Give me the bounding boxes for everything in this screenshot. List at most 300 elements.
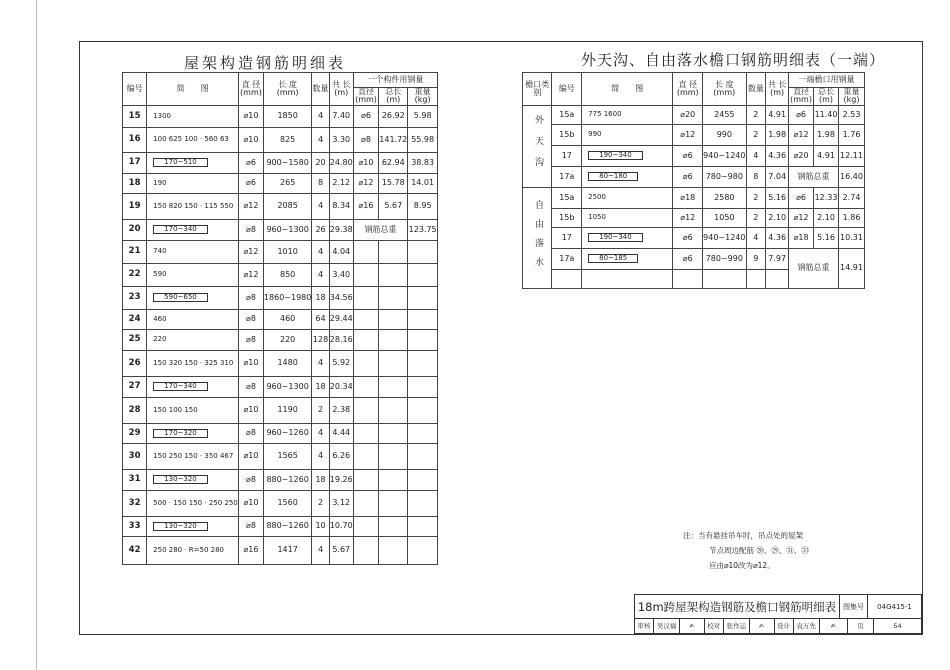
- t1-sketch: 190: [147, 173, 239, 193]
- t1-row: [123, 219, 438, 240]
- t2-dia: ⌀6: [673, 145, 703, 166]
- t1-dia: ⌀10: [239, 397, 264, 423]
- t2-qty: 2: [746, 187, 766, 208]
- t2-mwt: 12.11: [839, 145, 865, 166]
- t1-total: 29.38: [329, 219, 353, 240]
- t1-dia: ⌀12: [239, 193, 264, 219]
- note-line2: 节点周边配筋 ⑳、㉙、㉛、㉝: [709, 546, 809, 555]
- t1-no: 33: [123, 516, 147, 536]
- t1-sketch: 1300: [147, 105, 239, 127]
- t1-no: 30: [123, 443, 147, 469]
- t2-no: 17: [552, 145, 582, 166]
- t1-m-len: [379, 376, 408, 397]
- t1-len: 850: [263, 263, 311, 286]
- t1-row: [123, 127, 438, 152]
- t2-qty: 9: [746, 248, 766, 269]
- t1-qty: 20: [312, 152, 329, 173]
- t1-dia: ⌀8: [239, 329, 264, 350]
- t1-m-wt: 38.83: [408, 152, 438, 173]
- t1-qty: 10: [312, 516, 329, 536]
- t1-total: 6.26: [329, 443, 353, 469]
- t1-m-dia: [353, 376, 379, 397]
- note: [683, 528, 843, 573]
- t1-no: 20: [123, 219, 147, 240]
- t2-no: 15a: [552, 187, 582, 208]
- t1-no: 26: [123, 350, 147, 376]
- t1-m-dia: [353, 443, 379, 469]
- t2-qty: 2: [746, 105, 766, 124]
- t2-mlen: 2.10: [814, 208, 839, 227]
- t2-total: 7.04: [766, 166, 789, 187]
- t1-m-len: [379, 240, 408, 263]
- check-label: 校对: [705, 619, 724, 634]
- t1-row: [123, 516, 438, 536]
- t2-sketch: 190~340: [582, 145, 673, 166]
- t1-m-dia: ⌀12: [353, 173, 379, 193]
- t1-qty: 64: [312, 309, 329, 329]
- t1-m-wt: [408, 286, 438, 309]
- t1-sketch: 170~340: [147, 376, 239, 397]
- t2-len: 2455: [703, 105, 746, 124]
- t2-total: 4.36: [766, 145, 789, 166]
- t1-row: [123, 152, 438, 173]
- title-block-title: 18m跨屋架构造钢筋及檐口钢筋明细表: [635, 595, 840, 619]
- t1-len: 1480: [263, 350, 311, 376]
- atlas-no: 04G415-1: [868, 595, 921, 619]
- t1-qty: 2: [312, 397, 329, 423]
- t1-m-dia: [353, 490, 379, 516]
- t1-m-dia: 钢筋总重: [353, 219, 408, 240]
- t2-mlen: 1.98: [814, 124, 839, 145]
- t2-len: 2580: [703, 187, 746, 208]
- t1-qty: 4: [312, 127, 329, 152]
- t1-m-wt: [408, 469, 438, 490]
- t2-sketch: 190~340: [582, 227, 673, 248]
- t1-sketch: 220: [147, 329, 239, 350]
- t2-len: 780~990: [703, 248, 746, 269]
- t1-row: [123, 423, 438, 443]
- table1-title: 屋架构造钢筋明细表: [183, 54, 346, 72]
- t1-row: [123, 173, 438, 193]
- t1-len: 825: [263, 127, 311, 152]
- t1-m-wt: [408, 350, 438, 376]
- t2-h-mlen: 总长 (m): [814, 88, 839, 106]
- t2-h-mwt: 重量 (kg): [839, 88, 865, 106]
- t1-qty: 26: [312, 219, 329, 240]
- t1-dia: ⌀12: [239, 263, 264, 286]
- t1-m-dia: [353, 286, 379, 309]
- t1-sketch: 250 280 · R=50 280: [147, 536, 239, 564]
- t2-mlen: 5.16: [814, 227, 839, 248]
- note-line3: 应由⌀10改为⌀12。: [709, 561, 775, 570]
- t2-sketch: 80~180: [582, 166, 673, 187]
- t1-row: [123, 536, 438, 564]
- t1-row: [123, 469, 438, 490]
- t2-total: 4.91: [766, 105, 789, 124]
- design-sign: ✍: [820, 619, 848, 634]
- t1-total: 28.16: [329, 329, 353, 350]
- t1-m-len: [379, 536, 408, 564]
- t2-dia: ⌀12: [673, 208, 703, 227]
- t1-h-len: 长 度 (mm): [263, 73, 311, 106]
- t1-dia: ⌀8: [239, 309, 264, 329]
- t1-dia: ⌀8: [239, 376, 264, 397]
- t1-m-len: [379, 469, 408, 490]
- t1-qty: 4: [312, 263, 329, 286]
- t1-qty: 18: [312, 286, 329, 309]
- t1-m-wt: [408, 263, 438, 286]
- t1-sketch: 130~320: [147, 516, 239, 536]
- t1-h-mwt: 重量 (kg): [408, 88, 438, 106]
- t2-dia: ⌀6: [673, 166, 703, 187]
- table2-title: 外天沟、自由落水檐口钢筋明细表（一端）: [580, 51, 885, 69]
- t2-dia: ⌀6: [673, 248, 703, 269]
- reviewer: 吴汉福: [654, 619, 680, 634]
- t2-qty: 8: [746, 166, 766, 187]
- t2-mwt: 1.86: [839, 208, 865, 227]
- t2-h-qty: 数量: [746, 73, 766, 106]
- t1-h-qty: 数量: [312, 73, 329, 106]
- t2-h-dia: 直 径 (mm): [673, 73, 703, 106]
- t2-no: 15b: [552, 124, 582, 145]
- design-label: 设计: [775, 619, 794, 634]
- t2-mdia: ⌀6: [789, 187, 814, 208]
- t2-empty-cell: [582, 269, 673, 288]
- t1-m-wt: [408, 490, 438, 516]
- t1-total: 24.80: [329, 152, 353, 173]
- t1-m-len: [379, 350, 408, 376]
- t2-total: 4.36: [766, 227, 789, 248]
- t2-group1: 外天沟: [523, 105, 552, 187]
- t2-sketch: 1050: [582, 208, 673, 227]
- t1-row: [123, 350, 438, 376]
- t1-total: 2.38: [329, 397, 353, 423]
- t1-len: 2085: [263, 193, 311, 219]
- t1-m-len: [379, 423, 408, 443]
- t2-total: 1.98: [766, 124, 789, 145]
- t1-m-dia: [353, 329, 379, 350]
- t1-row: [123, 263, 438, 286]
- t1-m-wt: 14.01: [408, 173, 438, 193]
- t1-len: 1560: [263, 490, 311, 516]
- t1-total: 8.34: [329, 193, 353, 219]
- t2-qty: 4: [746, 227, 766, 248]
- t2-mdia: ⌀6: [789, 105, 814, 124]
- t2-no: 15b: [552, 208, 582, 227]
- t1-m-wt: [408, 536, 438, 564]
- t1-dia: ⌀10: [239, 490, 264, 516]
- t1-m-wt: [408, 443, 438, 469]
- t1-m-dia: [353, 397, 379, 423]
- t1-qty: 18: [312, 469, 329, 490]
- t2-mlen: 4.91: [814, 145, 839, 166]
- t1-m-wt: [408, 516, 438, 536]
- t1-no: 25: [123, 329, 147, 350]
- t1-sketch: 590: [147, 263, 239, 286]
- t2-mdia: ⌀20: [789, 145, 814, 166]
- checker: 张作运: [724, 619, 750, 634]
- t1-sketch: 170~340: [147, 219, 239, 240]
- t1-m-dia: [353, 263, 379, 286]
- t1-dia: ⌀10: [239, 443, 264, 469]
- t2-mwt: 1.76: [839, 124, 865, 145]
- t2-no: 15a: [552, 105, 582, 124]
- t1-sketch: 100 625 100 · 560 63: [147, 127, 239, 152]
- t2-len: 1050: [703, 208, 746, 227]
- t1-dia: ⌀16: [239, 536, 264, 564]
- t2-total: 7.97: [766, 248, 789, 269]
- page-no: 54: [893, 622, 902, 630]
- t1-row: [123, 376, 438, 397]
- t1-len: 960~1260: [263, 423, 311, 443]
- t1-total: 34.56: [329, 286, 353, 309]
- t2-h-no: 编号: [552, 73, 582, 106]
- t1-total: 20.34: [329, 376, 353, 397]
- t1-no: 22: [123, 263, 147, 286]
- t1-len: 1190: [263, 397, 311, 423]
- t1-no: 31: [123, 469, 147, 490]
- t1-total: 4.04: [329, 240, 353, 263]
- t2-mdia: ⌀12: [789, 124, 814, 145]
- t2-no: 17a: [552, 248, 582, 269]
- t1-m-len: [379, 516, 408, 536]
- t1-m-len: [379, 490, 408, 516]
- t1-m-dia: [353, 516, 379, 536]
- t2-h-type: 檐口类别: [523, 73, 552, 106]
- t1-total: 7.40: [329, 105, 353, 127]
- review-sign: ✍: [680, 619, 704, 634]
- t2-mwt: 2.74: [839, 187, 865, 208]
- t2-qty: 2: [746, 208, 766, 227]
- t1-sketch: 740: [147, 240, 239, 263]
- designer: 袁万先: [794, 619, 820, 634]
- t1-m-len: 15.78: [379, 173, 408, 193]
- t1-no: 24: [123, 309, 147, 329]
- check-sign: ✍: [750, 619, 774, 634]
- t2-total2-label: 钢筋总重: [789, 248, 839, 288]
- t1-m-wt: [408, 376, 438, 397]
- t1-sketch: 170~510: [147, 152, 239, 173]
- t1-no: 42: [123, 536, 147, 564]
- t1-row: [123, 309, 438, 329]
- t1-m-wt: 5.98: [408, 105, 438, 127]
- t1-qty: 4: [312, 105, 329, 127]
- atlas-label: 图集号: [840, 595, 868, 619]
- t1-total: 5.92: [329, 350, 353, 376]
- t2-total1-label: 钢筋总重: [789, 166, 839, 187]
- t2-len: 990: [703, 124, 746, 145]
- t1-dia: ⌀8: [239, 423, 264, 443]
- t2-h-member: 一端檐口用钢量: [789, 73, 865, 88]
- t1-no: 32: [123, 490, 147, 516]
- t1-m-len: [379, 309, 408, 329]
- t1-dia: ⌀10: [239, 127, 264, 152]
- t2-sketch: 990: [582, 124, 673, 145]
- t1-len: 960~1300: [263, 376, 311, 397]
- t1-total: 2.12: [329, 173, 353, 193]
- t2-mlen: 12.33: [814, 187, 839, 208]
- t1-sketch: 500 · 150 150 · 250 250: [147, 490, 239, 516]
- t1-sketch: 590~650: [147, 286, 239, 309]
- t1-sketch: 150 100 150: [147, 397, 239, 423]
- t2-mdia: ⌀18: [789, 227, 814, 248]
- review-label: 审核: [635, 619, 654, 634]
- t2-total1: 16.40: [839, 166, 865, 187]
- t1-sketch: 150 820 150 · 115 550: [147, 193, 239, 219]
- t1-qty: 2: [312, 490, 329, 516]
- t2-h-total: 共 长 (m): [766, 73, 789, 106]
- t2-mlen: 11.40: [814, 105, 839, 124]
- t1-h-member: 一个构件用钢量: [353, 73, 437, 88]
- t1-m-dia: [353, 350, 379, 376]
- t2-empty-cell: [673, 269, 703, 288]
- t1-qty: 18: [312, 376, 329, 397]
- t2-qty: 4: [746, 145, 766, 166]
- t1-len: 880~1260: [263, 469, 311, 490]
- t1-total: 10.70: [329, 516, 353, 536]
- t2-total: 5.16: [766, 187, 789, 208]
- t1-len: 1850: [263, 105, 311, 127]
- t1-m-dia: ⌀8: [353, 127, 379, 152]
- t1-m-wt: [408, 397, 438, 423]
- table2: [522, 72, 865, 289]
- t1-no: 27: [123, 376, 147, 397]
- t1-no: 15: [123, 105, 147, 127]
- t1-no: 19: [123, 193, 147, 219]
- t1-qty: 4: [312, 536, 329, 564]
- t2-dia: ⌀12: [673, 124, 703, 145]
- t1-qty: 4: [312, 240, 329, 263]
- t2-dia: ⌀20: [673, 105, 703, 124]
- t1-no: 21: [123, 240, 147, 263]
- t1-m-dia: [353, 423, 379, 443]
- t2-sketch: 2500: [582, 187, 673, 208]
- t1-m-dia: ⌀6: [353, 105, 379, 127]
- t1-sketch: 150 320 150 · 325 310: [147, 350, 239, 376]
- t1-qty: 8: [312, 173, 329, 193]
- t2-no: 17a: [552, 166, 582, 187]
- t2-no: 17: [552, 227, 582, 248]
- t1-sketch: 460: [147, 309, 239, 329]
- t1-dia: ⌀8: [239, 286, 264, 309]
- table1: [122, 72, 438, 565]
- t1-m-dia: ⌀16: [353, 193, 379, 219]
- t2-mwt: 10.31: [839, 227, 865, 248]
- t2-qty: 2: [746, 124, 766, 145]
- t1-m-len: [379, 329, 408, 350]
- t2-total2: 14.91: [839, 248, 865, 288]
- t1-len: 1010: [263, 240, 311, 263]
- t1-len: 460: [263, 309, 311, 329]
- t1-m-dia: [353, 309, 379, 329]
- t1-m-len: [379, 397, 408, 423]
- t2-dia: ⌀18: [673, 187, 703, 208]
- t1-len: 880~1260: [263, 516, 311, 536]
- t1-total: 19.26: [329, 469, 353, 490]
- t1-len: 1860~1980: [263, 286, 311, 309]
- t1-dia: ⌀8: [239, 219, 264, 240]
- t1-no: 16: [123, 127, 147, 152]
- t1-len: 265: [263, 173, 311, 193]
- t1-m-len: 141.72: [379, 127, 408, 152]
- t1-total: 3.12: [329, 490, 353, 516]
- t1-row: [123, 105, 438, 127]
- t1-sketch: 130~320: [147, 469, 239, 490]
- t1-row: [123, 443, 438, 469]
- binding-line: [36, 0, 37, 670]
- t1-qty: 128: [312, 329, 329, 350]
- t1-len: 960~1300: [263, 219, 311, 240]
- t1-h-mdia: 直径 (mm): [355, 87, 377, 105]
- t1-dia: ⌀12: [239, 240, 264, 263]
- t1-total: 3.40: [329, 263, 353, 286]
- t1-qty: 4: [312, 193, 329, 219]
- t2-empty-cell: [766, 269, 789, 288]
- t1-total: 3.30: [329, 127, 353, 152]
- t1-h-no: 编号: [123, 73, 147, 106]
- t1-m-wt: 55.98: [408, 127, 438, 152]
- t1-no: 28: [123, 397, 147, 423]
- t1-row: [123, 490, 438, 516]
- t1-len: 900~1580: [263, 152, 311, 173]
- title-block: [634, 594, 922, 634]
- t1-qty: 4: [312, 423, 329, 443]
- t2-group2: 自由落水: [523, 187, 552, 288]
- t2-total: 2.10: [766, 208, 789, 227]
- t1-row: [123, 240, 438, 263]
- t1-no: 17: [123, 152, 147, 173]
- t1-h-total: 共 长 (m): [329, 73, 353, 106]
- t2-mwt: 2.53: [839, 105, 865, 124]
- signature-row: [635, 619, 921, 634]
- t1-qty: 4: [312, 350, 329, 376]
- t1-m-len: 5.67: [379, 193, 408, 219]
- t1-dia: ⌀6: [239, 173, 264, 193]
- t1-m-dia: ⌀10: [353, 152, 379, 173]
- t1-m-dia: [353, 240, 379, 263]
- t2-len: 940~1240: [703, 145, 746, 166]
- t1-qty: 4: [312, 443, 329, 469]
- t1-m-len: 62.94: [379, 152, 408, 173]
- t1-no: 18: [123, 173, 147, 193]
- t1-row: [123, 397, 438, 423]
- t1-no: 23: [123, 286, 147, 309]
- t1-m-dia: [353, 469, 379, 490]
- t2-h-sketch: 简 图: [582, 73, 673, 106]
- t2-sketch: 80~185: [582, 248, 673, 269]
- t1-m-wt: [408, 309, 438, 329]
- page-label: 页: [848, 619, 874, 634]
- t1-row: [123, 286, 438, 309]
- t1-m-len: [379, 443, 408, 469]
- t1-m-wt: 123.75: [408, 219, 438, 240]
- note-line1: 注：当有悬挂吊车时，吊点处的屋架: [683, 531, 803, 540]
- t2-dia: ⌀6: [673, 227, 703, 248]
- t1-total: 4.44: [329, 423, 353, 443]
- t1-dia: ⌀6: [239, 152, 264, 173]
- t1-row: [123, 329, 438, 350]
- t1-m-len: [379, 263, 408, 286]
- t1-m-wt: [408, 240, 438, 263]
- t2-empty-cell: [552, 269, 582, 288]
- t1-row: [123, 193, 438, 219]
- t1-dia: ⌀8: [239, 469, 264, 490]
- t1-m-wt: [408, 423, 438, 443]
- t2-empty-cell: [703, 269, 746, 288]
- t2-h-mdia: 直径 (mm): [790, 87, 812, 105]
- t1-len: 1565: [263, 443, 311, 469]
- t2-len: 780~980: [703, 166, 746, 187]
